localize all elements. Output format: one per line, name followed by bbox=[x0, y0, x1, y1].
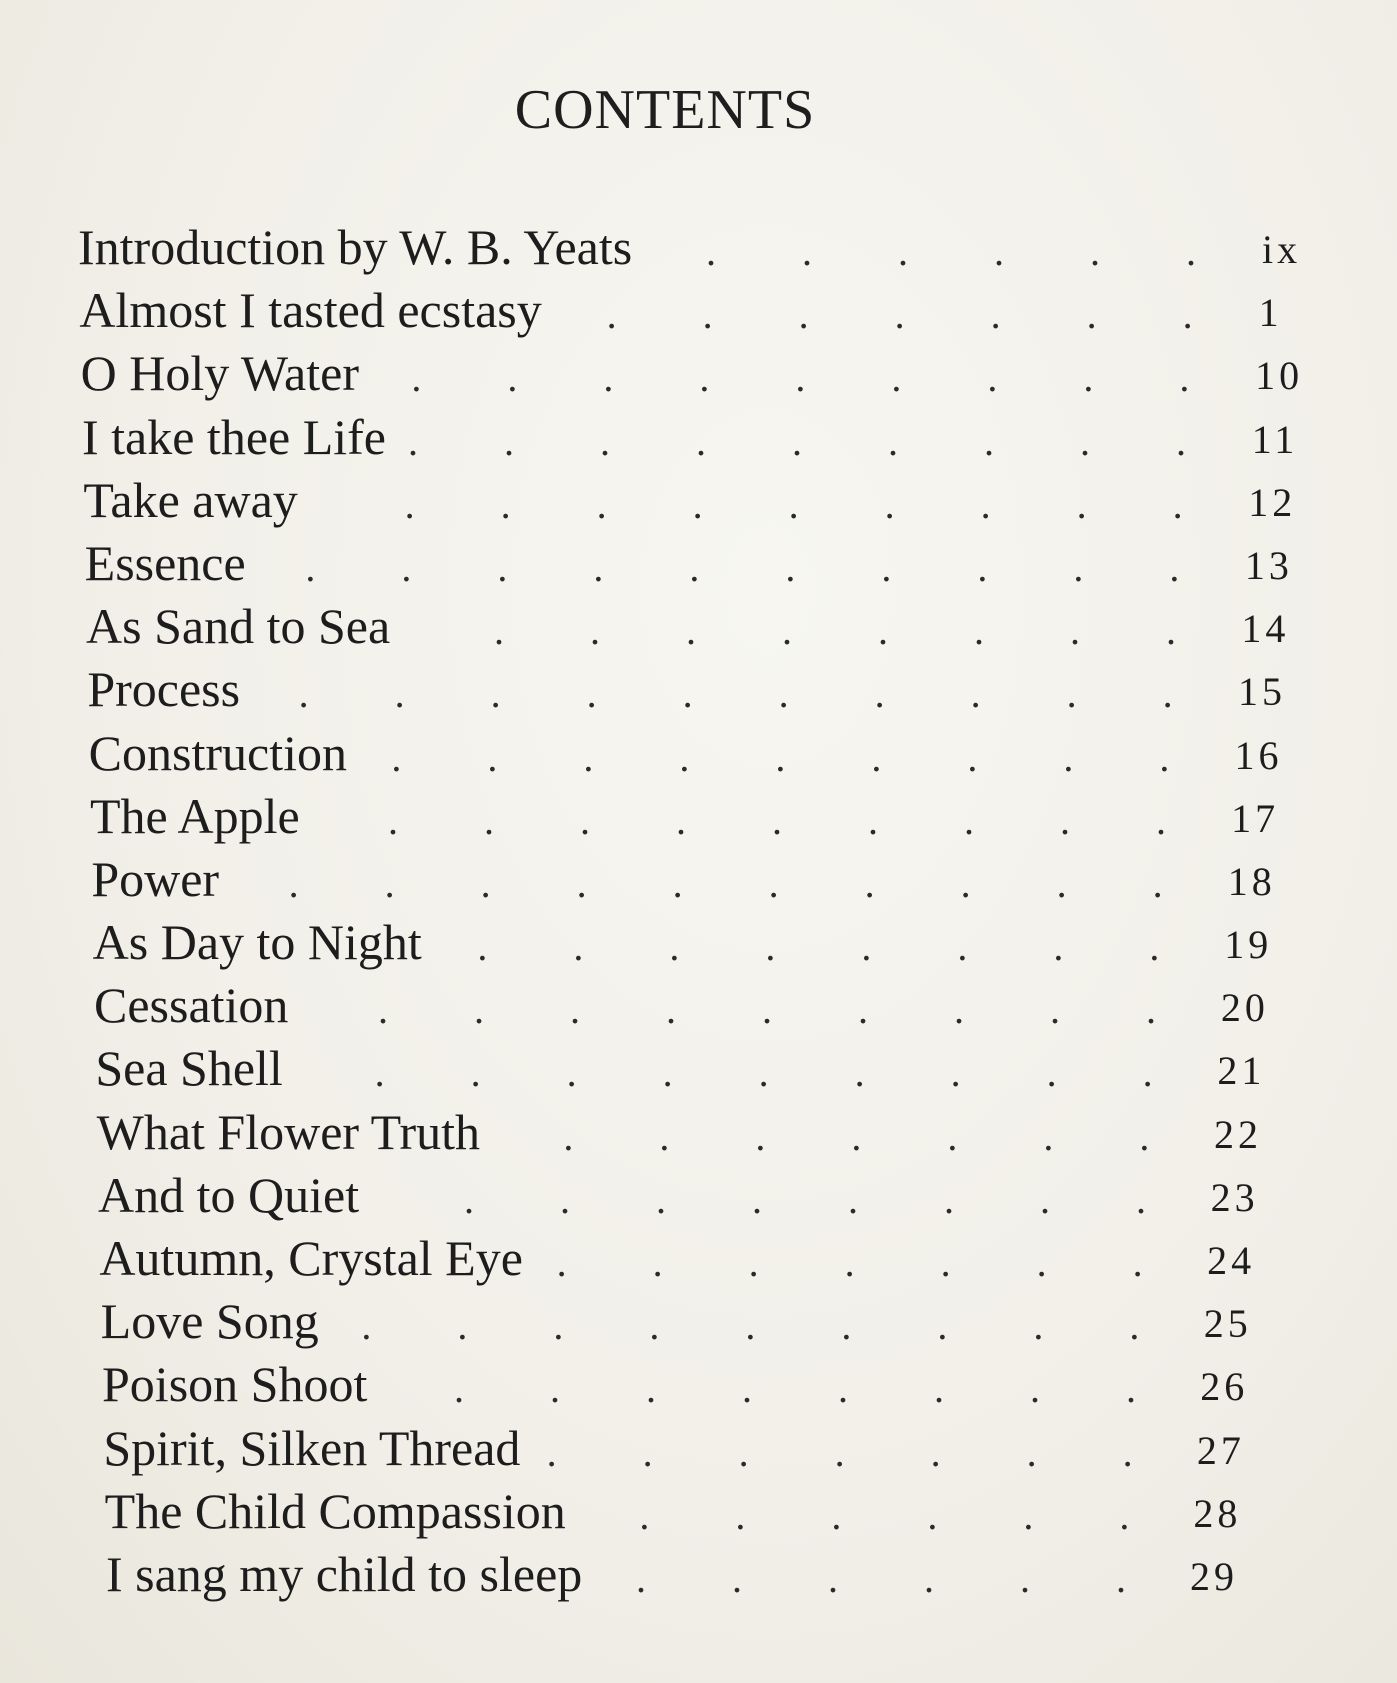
toc-entry-page-number: 20 bbox=[1220, 985, 1269, 1031]
toc-entry-page-number: ix bbox=[1262, 227, 1302, 272]
dot-leader: . . . . . . . . bbox=[454, 1366, 1136, 1412]
toc-entry-title: I take thee Life bbox=[82, 408, 386, 465]
toc-entry bbox=[82, 408, 1330, 472]
toc-entry-page-number: 13 bbox=[1244, 542, 1293, 588]
toc-entry bbox=[98, 1166, 1330, 1230]
dot-leader: . . . . . . . . . bbox=[408, 418, 1186, 464]
toc-entry bbox=[78, 218, 1330, 282]
toc-entry bbox=[103, 1419, 1330, 1483]
toc-entry-page-number: 29 bbox=[1190, 1554, 1238, 1599]
dot-leader: . . . . . . . . bbox=[464, 1176, 1146, 1222]
toc-entry bbox=[83, 471, 1330, 535]
toc-entry-title: As Day to Night bbox=[92, 914, 422, 971]
toc-entry-title: The Child Compassion bbox=[104, 1482, 566, 1539]
dot-leader: . . . . . . . . . bbox=[361, 1303, 1140, 1349]
dot-leader: . . . . . . . bbox=[556, 1240, 1143, 1286]
toc-entry-page-number: 14 bbox=[1241, 606, 1290, 652]
dot-leader: . . . . . . . . bbox=[494, 608, 1176, 654]
toc-entry-page-number: 1 bbox=[1258, 290, 1283, 336]
toc-entry-title: As Sand to Sea bbox=[86, 598, 391, 655]
toc-entry-page-number: 17 bbox=[1231, 795, 1280, 841]
toc-entry-page-number: 15 bbox=[1237, 669, 1286, 715]
toc-entry bbox=[90, 787, 1330, 851]
dot-leader: . . . . . . bbox=[636, 1556, 1126, 1601]
toc-entry bbox=[79, 281, 1330, 345]
toc-entry bbox=[99, 1229, 1330, 1293]
dot-leader: . . . . . . . . . bbox=[378, 987, 1156, 1033]
toc-entry-title: Almost I tasted ecstasy bbox=[79, 282, 542, 339]
toc-entry-page-number: 23 bbox=[1210, 1174, 1259, 1220]
toc-entry-title: Poison Shoot bbox=[102, 1356, 368, 1413]
toc-entry bbox=[87, 660, 1330, 724]
toc-entry-page-number: 22 bbox=[1213, 1111, 1262, 1157]
dot-leader: . . . . . . . . . bbox=[411, 355, 1190, 401]
toc-entry bbox=[85, 534, 1330, 598]
toc-entry-page-number: 25 bbox=[1203, 1301, 1252, 1347]
dot-leader: . . . . . . . . . bbox=[374, 1050, 1153, 1096]
toc-entry bbox=[86, 597, 1330, 661]
toc-entry bbox=[105, 1482, 1330, 1546]
dot-leader: . . . . . . . bbox=[563, 1113, 1150, 1159]
toc-entry bbox=[81, 344, 1330, 408]
dot-leader: . . . . . . . . . . bbox=[298, 671, 1173, 717]
toc-entry bbox=[91, 850, 1330, 914]
toc-entry-page-number: 16 bbox=[1234, 732, 1283, 778]
toc-entry-page-number: 26 bbox=[1200, 1364, 1249, 1410]
dot-leader: . . . . . . . . . . bbox=[288, 860, 1163, 906]
toc-entry-title: And to Quiet bbox=[98, 1166, 360, 1223]
toc-entry-title: Essence bbox=[84, 534, 246, 591]
toc-entry bbox=[93, 913, 1330, 977]
toc-entry-title: Power bbox=[91, 850, 220, 907]
page-title: CONTENTS bbox=[514, 79, 816, 141]
dot-leader: . . . . . . . . . . bbox=[305, 544, 1180, 590]
toc-entry-title: What Flower Truth bbox=[96, 1103, 481, 1160]
toc-entry-title: Spirit, Silken Thread bbox=[103, 1419, 521, 1476]
toc-entry bbox=[97, 1103, 1330, 1167]
toc-entry-title: Take away bbox=[83, 471, 298, 528]
toc-entry-page-number: 21 bbox=[1217, 1048, 1266, 1094]
dot-leader: . . . . . . . bbox=[606, 292, 1193, 338]
toc-entry-page-number: 24 bbox=[1207, 1238, 1256, 1284]
dot-leader: . . . . . . bbox=[706, 229, 1196, 274]
dot-leader: . . . . . . bbox=[639, 1492, 1130, 1538]
toc-entry bbox=[102, 1355, 1330, 1419]
toc-entry-title: I sang my child to sleep bbox=[106, 1546, 583, 1602]
toc-entry bbox=[94, 976, 1330, 1040]
toc-entry-page-number: 28 bbox=[1193, 1490, 1242, 1536]
toc-entry-title: Cessation bbox=[94, 977, 289, 1034]
toc-entry-title: Autumn, Crystal Eye bbox=[99, 1230, 523, 1287]
toc-entry bbox=[89, 724, 1330, 788]
dot-leader: . . . . . . . . bbox=[477, 924, 1160, 970]
toc-entry bbox=[95, 1039, 1330, 1103]
toc-entry-page-number: 12 bbox=[1248, 479, 1297, 525]
dot-leader: . . . . . . . . . bbox=[388, 797, 1166, 843]
toc-entry-page-number: 11 bbox=[1251, 416, 1299, 462]
toc-entry-title: Process bbox=[87, 661, 241, 718]
dot-leader: . . . . . . . bbox=[546, 1429, 1133, 1475]
toc-entry-title: Sea Shell bbox=[95, 1040, 283, 1097]
toc-entry-title: O Holy Water bbox=[80, 345, 359, 402]
toc-entry-page-number: 18 bbox=[1227, 858, 1276, 904]
toc-entry bbox=[101, 1292, 1330, 1356]
toc-entry-page-number: 10 bbox=[1255, 353, 1304, 399]
toc-entry bbox=[106, 1545, 1330, 1609]
toc-entry-title: The Apple bbox=[90, 787, 300, 844]
dot-leader: . . . . . . . . . bbox=[391, 734, 1170, 780]
toc-entry-title: Love Song bbox=[100, 1293, 319, 1350]
toc-entry-title: Construction bbox=[88, 724, 347, 781]
toc-entry-page-number: 19 bbox=[1224, 922, 1273, 968]
dot-leader: . . . . . . . . . bbox=[404, 481, 1183, 527]
toc-entry-page-number: 27 bbox=[1196, 1427, 1245, 1473]
toc-entry-title: Introduction by W. B. Yeats bbox=[78, 219, 633, 275]
